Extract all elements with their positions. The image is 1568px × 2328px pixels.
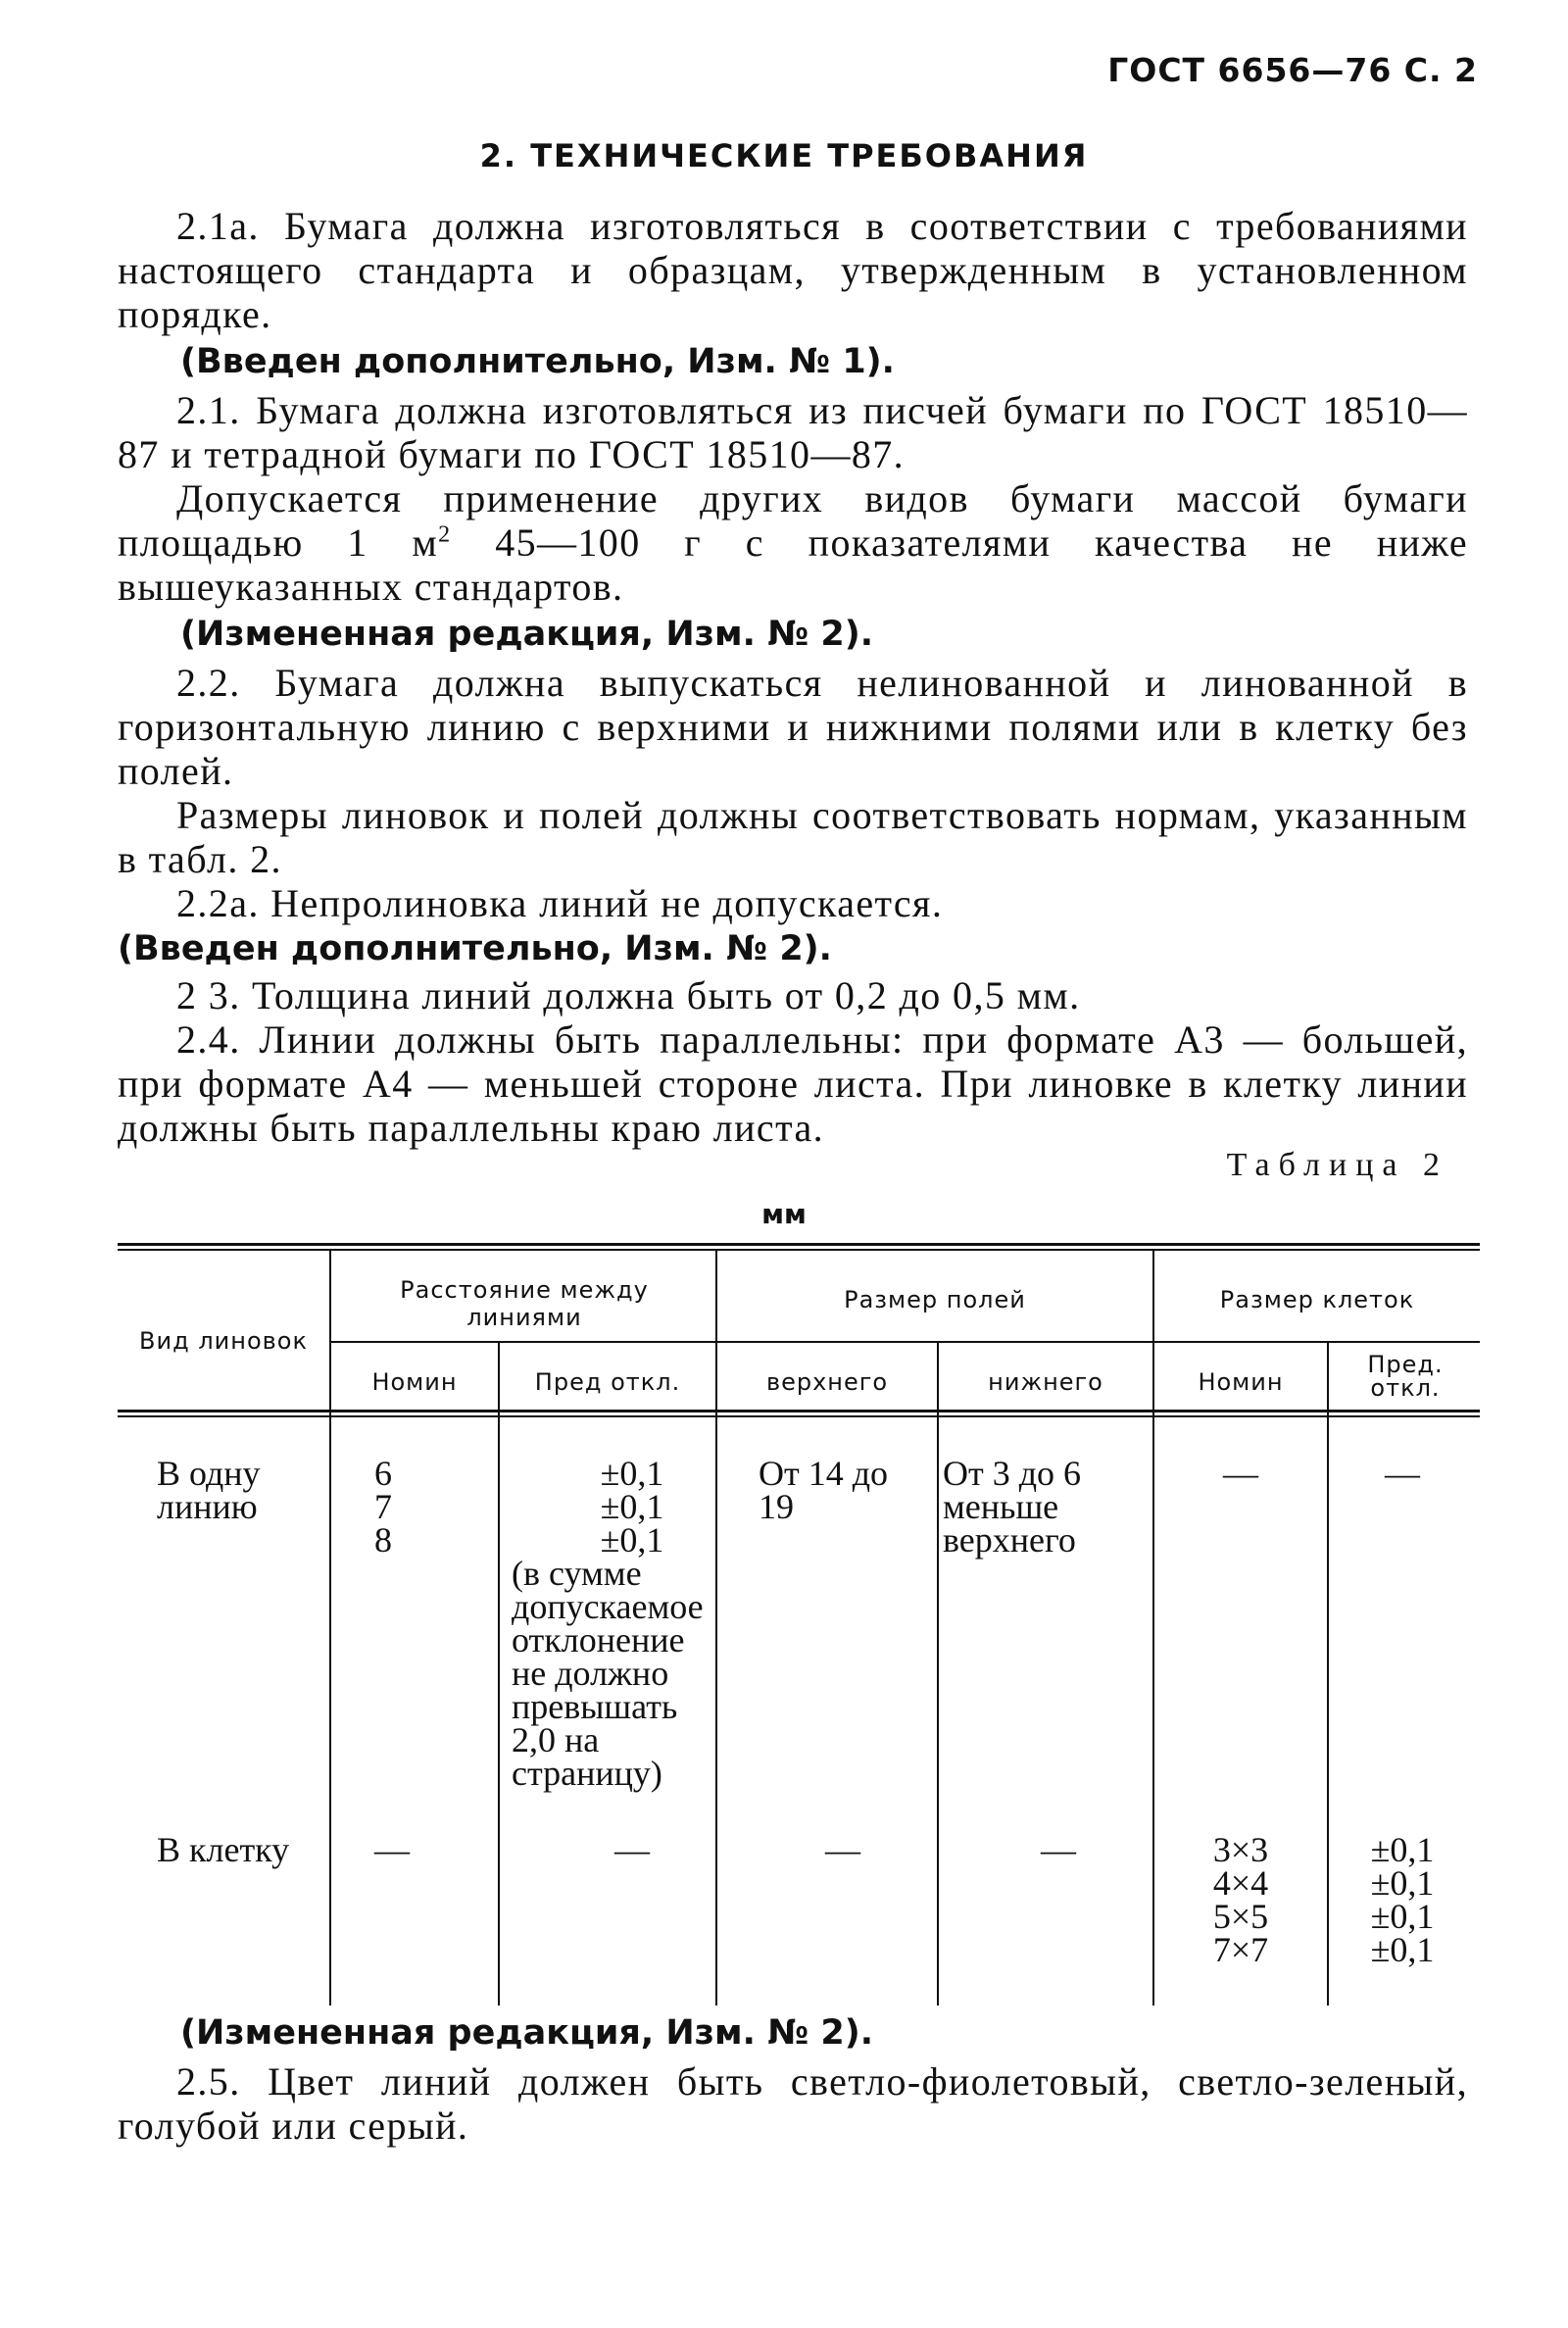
header-group-spacing: Расстояние между линиями — [400, 1276, 649, 1331]
text-fragment: 45—100 г с показателями качества не ниже вышеуказанных стандартов. — [118, 520, 1468, 609]
cell-margin-top: От 14 до 19 — [759, 1454, 889, 1526]
paragraph-2-2-continuation: Размеры линовок и полей должны соответствовать нормам, указанным в табл. 2. — [118, 793, 1468, 881]
cell-cell-nominal: — — [1223, 1454, 1258, 1493]
cell-margin-bottom: От 3 до 6 меньше верхнего — [943, 1454, 1082, 1560]
table-caption: Таблица 2 — [1226, 1147, 1448, 1183]
table-top-rule — [118, 1249, 1480, 1251]
amendment-note: (Измененная редакция, Изм. № 2). — [180, 2013, 874, 2053]
cell-margin-top: — — [825, 1830, 860, 1869]
paragraph-2-1a: 2.1а. Бумага должна изготовляться в соответствии с требованиями настоящего стандарта и образцам, утвержденным в установленном порядке. — [118, 204, 1468, 336]
body-text — [118, 204, 1468, 1150]
paragraph-2-2a: 2.2а. Непролиновка линий не допускается. — [176, 881, 944, 925]
cell-cell-nominal: 3×3 4×4 5×5 7×7 — [1212, 1830, 1269, 1969]
amendment-note: (Введен дополнительно, Изм. № 2). — [118, 929, 832, 968]
row-type: В одну линию — [157, 1454, 261, 1526]
amendment-note: (Введен дополнительно, Изм. № 1). — [180, 342, 895, 381]
header-cell-tolerance: Пред. откл. — [1367, 1351, 1444, 1402]
cell-spacing-tolerance: — — [614, 1830, 650, 1869]
cell-cell-tolerance: — — [1385, 1454, 1420, 1493]
after-table-text — [118, 2011, 1468, 2148]
header-tolerance: Пред откл. — [534, 1368, 681, 1396]
header-sub-rule — [331, 1341, 1480, 1343]
text-fragment: Допускается применение других видов бумаги массой бумаги площадью 1 м — [118, 476, 1468, 565]
table-units: мм — [761, 1198, 807, 1230]
header-bottom: нижнего — [988, 1368, 1103, 1396]
section-title: 2. ТЕХНИЧЕСКИЕ ТРЕБОВАНИЯ — [479, 137, 1089, 174]
header-bottom-rule — [118, 1415, 1480, 1417]
table-top-rule — [118, 1243, 1480, 1246]
cell-margin-bottom: — — [1041, 1830, 1076, 1869]
column-rule — [329, 1251, 331, 2006]
paragraph-2-2: 2.2. Бумага должна выпускаться нелинованной и линованной в горизонтальную линию с верхними и нижними полями или в клетку без полей. — [118, 661, 1468, 793]
paragraph-2-5: 2.5. Цвет линий должен быть светло-фиолетовый, светло-зеленый, голубой или серый. — [118, 2059, 1468, 2148]
paragraph-2-3: 2 3. Толщина линий должна быть от 0,2 до 0,5 мм. — [176, 973, 1081, 1017]
row-type: В клетку — [157, 1830, 290, 1869]
header-nominal: Номин — [371, 1368, 458, 1396]
cell-spacing-nominal: — — [374, 1830, 410, 1869]
paragraph-2-1: 2.1. Бумага должна изготовляться из писчей бумаги по ГОСТ 18510—87 и тетрадной бумаги по ГОСТ 18510—87. — [118, 388, 1468, 476]
header-group-cells: Размер клеток — [1219, 1286, 1415, 1313]
header-type: Вид линовок — [139, 1327, 308, 1355]
header-group-margins: Размер полей — [844, 1286, 1026, 1313]
running-head: ГОСТ 6656—76 С. 2 — [1107, 51, 1478, 89]
paragraph-2-1-continuation — [118, 476, 1468, 609]
amendment-note: (Измененная редакция, Изм. № 2). — [180, 615, 874, 654]
cell-spacing-tolerance: ±0,1 ±0,1 ±0,1 — [600, 1454, 664, 1560]
header-cell-nominal: Номин — [1198, 1368, 1284, 1396]
header-top: верхнего — [765, 1368, 889, 1396]
paragraph-2-4: 2.4. Линии должны быть параллельны: при формате А3 — большей, при формате А4 — меньшей стороне листа. При линовке в клетку линии должны быть параллельны краю листа. — [118, 1017, 1468, 1150]
table-2 — [118, 1243, 1480, 2007]
superscript: 2 — [438, 521, 452, 548]
column-rule — [498, 1343, 500, 2006]
cell-spacing-note: (в сумме допускаемое отклонение не должно превышать 2,0 на страницу) — [512, 1554, 704, 1793]
cell-spacing-nominal: 6 7 8 — [374, 1454, 392, 1560]
column-rule — [937, 1343, 939, 2006]
column-rule — [715, 1251, 717, 2006]
cell-cell-tolerance: ±0,1 ±0,1 ±0,1 ±0,1 — [1370, 1830, 1435, 1969]
header-bottom-rule — [118, 1410, 1480, 1412]
